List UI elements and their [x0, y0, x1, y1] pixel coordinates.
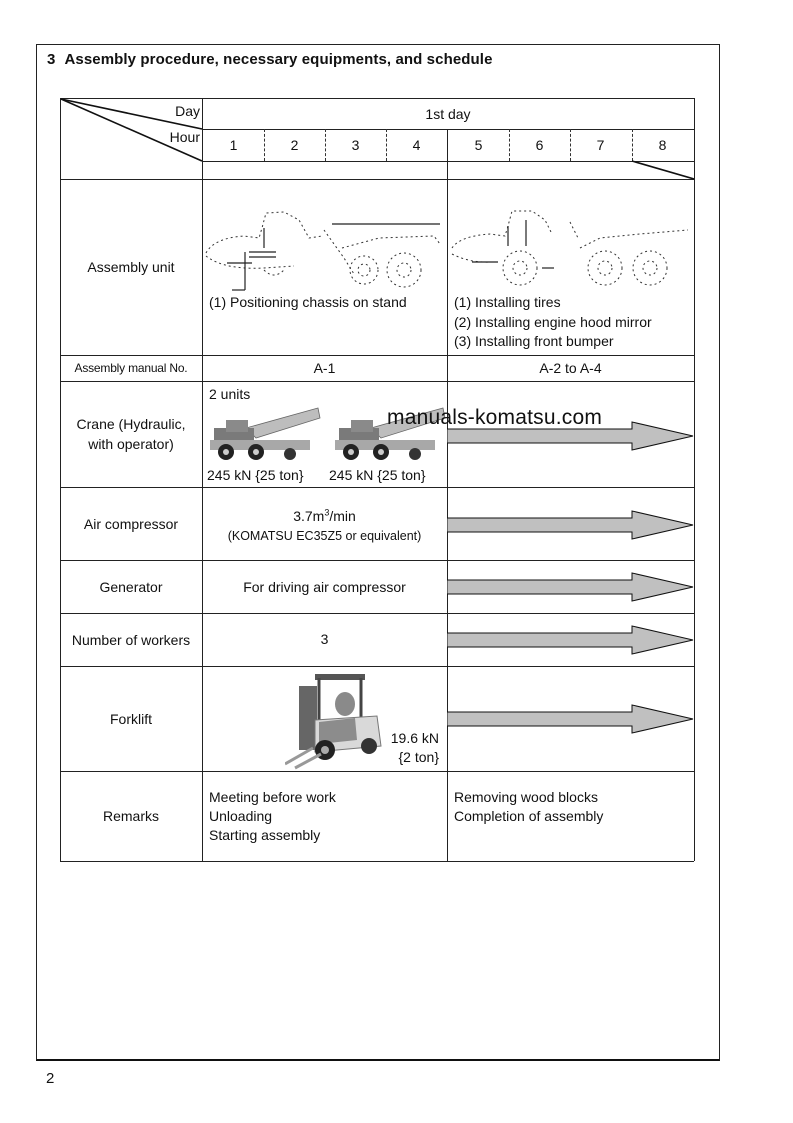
row-label-assembly-unit: Assembly unit: [87, 259, 175, 275]
hour-2: 2: [290, 137, 299, 153]
remarks-second-half: [454, 788, 603, 826]
day-value: 1st day: [425, 106, 471, 122]
air-compressor-model: (KOMATSU EC35Z5 or equivalent): [227, 529, 422, 543]
manual-first-half: A-1: [313, 360, 336, 376]
crane-capacity-1: 245 kN {25 ton}: [207, 467, 304, 483]
hour-5: 5: [474, 137, 483, 153]
forklift-capacity-kn: 19.6 kN: [390, 730, 439, 746]
assembly-step: (1) Installing tires: [454, 294, 561, 310]
day-axis-label: Day: [175, 103, 200, 119]
remarks-first-half: [209, 788, 336, 845]
hour-8: 8: [658, 137, 667, 153]
row-label-assembly-manual: Assembly manual No.: [74, 361, 188, 375]
row-label-remarks: Remarks: [102, 808, 159, 824]
remark-item: Starting assembly: [209, 827, 321, 843]
hour-6: 6: [535, 137, 544, 153]
hour-4: 4: [412, 137, 421, 153]
continuation-arrow-generator: [447, 572, 694, 602]
assembly-step: (2) Installing engine hood mirror: [454, 313, 652, 330]
remark-item: Meeting before work: [209, 789, 336, 805]
wheel-loader-outline-icon: [204, 208, 444, 293]
workers-count: 3: [320, 631, 329, 647]
capacity-value: 3.7m: [293, 508, 325, 524]
crane-units: 2 units: [209, 386, 251, 402]
forklift-capacity-ton: {2 ton}: [398, 749, 439, 765]
table-border-right: [694, 98, 695, 861]
rough-terrain-crane-icon: [206, 406, 321, 462]
generator-purpose: For driving air compressor: [243, 579, 406, 595]
capacity-exponent: 3: [324, 507, 330, 518]
crane-label-line1: Crane (Hydraulic,: [76, 416, 186, 432]
assembly-schedule-table: [60, 98, 694, 861]
hour-3: 3: [351, 137, 360, 153]
section-heading: [47, 51, 493, 68]
row-label-workers: Number of workers: [71, 631, 191, 648]
continuation-arrow-workers: [447, 625, 694, 655]
capacity-unit: /min: [329, 508, 356, 524]
manual-second-half: A-2 to A-4: [539, 360, 602, 376]
row-label-air-compressor: Air compressor: [83, 515, 179, 532]
forklift-icon: [285, 670, 385, 770]
remark-item: Unloading: [209, 808, 273, 824]
page-number: 2: [46, 1070, 55, 1087]
hour-7: 7: [596, 137, 605, 153]
watermark-text: manuals-komatsu.com: [387, 406, 603, 429]
assembly-step: (3) Installing front bumper: [454, 333, 614, 349]
air-compressor-capacity: [202, 507, 447, 526]
crane-label-line2: with operator): [88, 436, 174, 452]
hour-1: 1: [229, 137, 238, 153]
section-title: Assembly procedure, necessary equipments, and schedule: [64, 51, 493, 68]
label-column-divider: [202, 98, 203, 861]
table-border-bottom: [60, 861, 694, 862]
remark-item: Completion of assembly: [454, 808, 604, 824]
hour-axis-label: Hour: [169, 129, 200, 145]
crane-capacity-2: 245 kN {25 ton}: [329, 467, 426, 483]
continuation-arrow-air-compressor: [447, 510, 694, 540]
wheel-loader-outline-icon: [450, 208, 690, 293]
row-label-generator: Generator: [99, 578, 163, 595]
assembly-step-first-half: (1) Positioning chassis on stand: [209, 294, 407, 310]
row-label-forklift: Forklift: [110, 710, 152, 727]
remark-item: Removing wood blocks: [454, 789, 598, 805]
section-number: 3: [47, 51, 56, 68]
continuation-arrow-forklift: [447, 704, 694, 734]
row-label-crane: [60, 381, 202, 487]
assembly-steps-second-half: [454, 293, 652, 352]
